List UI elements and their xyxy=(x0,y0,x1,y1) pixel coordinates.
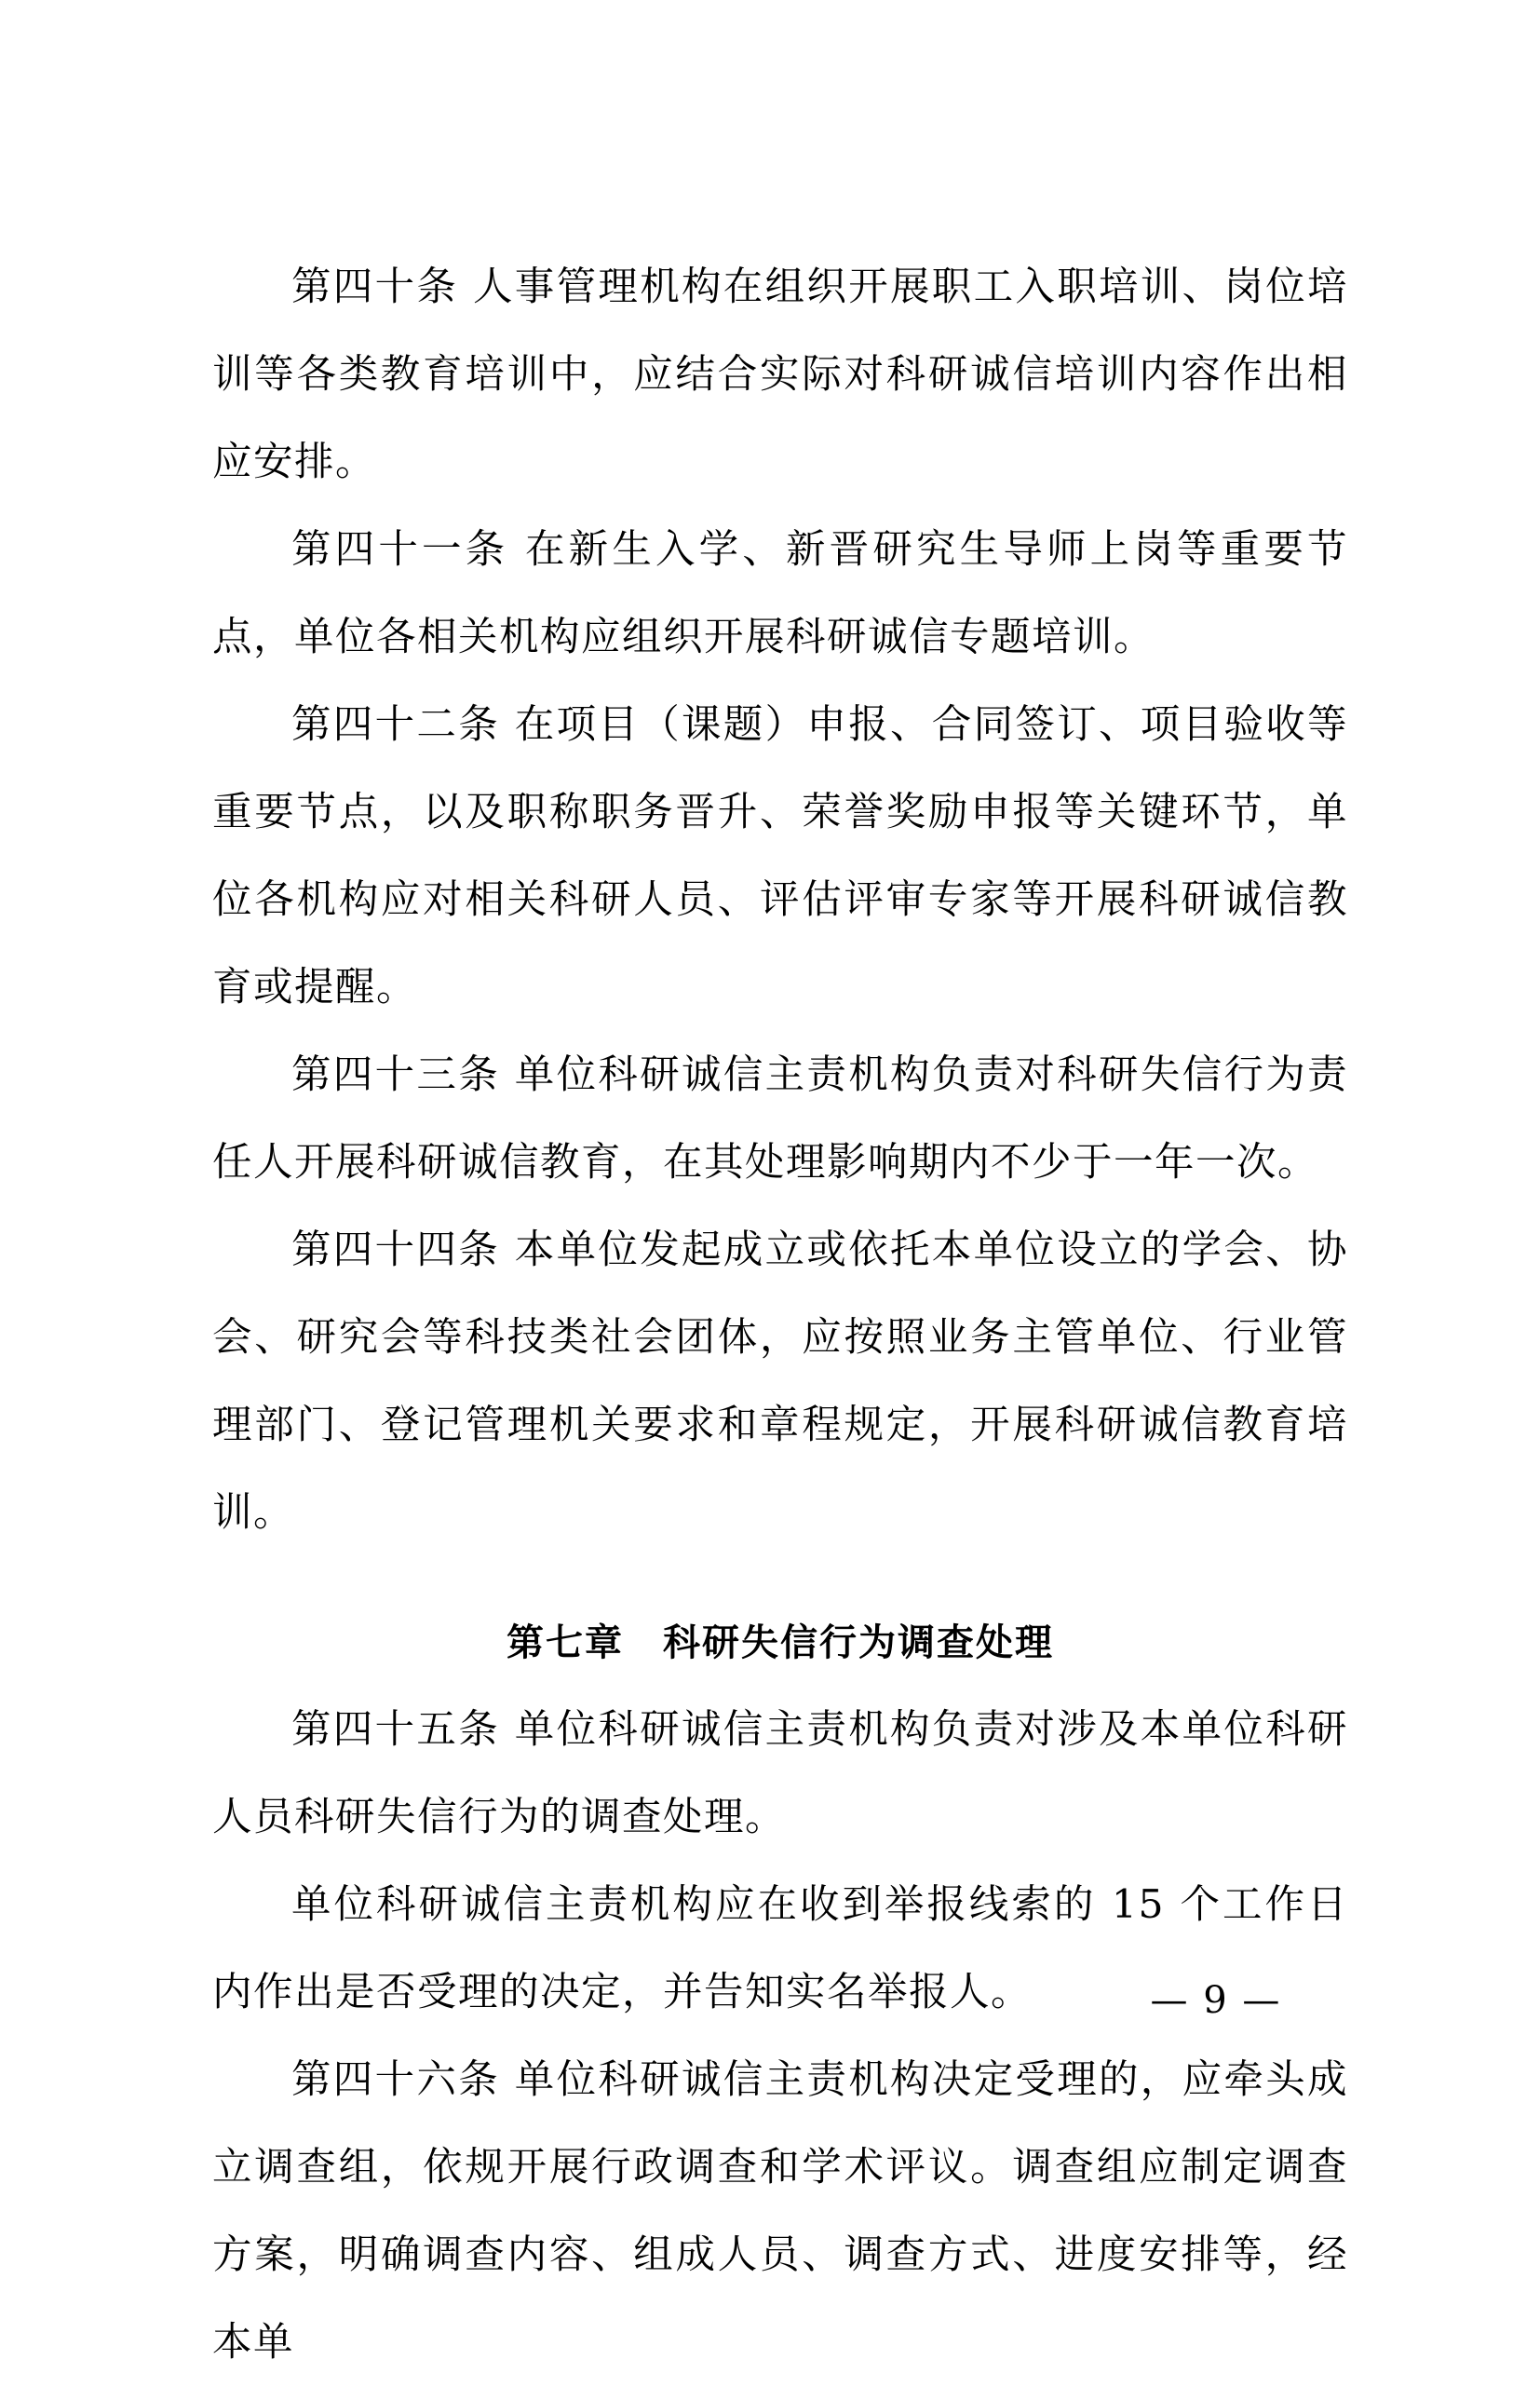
document-body xyxy=(212,244,1348,2387)
article-45-paragraph: 第四十五条 单位科研诚信主责机构负责对涉及本单位科研人员科研失信行为的调查处理。 xyxy=(212,1707,1348,1840)
page-number: — 9 — xyxy=(1150,1979,1282,2022)
chapter-title: 第七章 科研失信行为调查处理 xyxy=(507,1621,1054,1664)
chapter-spacer xyxy=(212,1557,1348,1599)
article-41-paragraph: 第四十一条 在新生入学、新晋研究生导师上岗等重要节点，单位各相关机构应组织开展科研诚信专题培训。 xyxy=(212,527,1348,660)
article-46-paragraph: 第四十六条 单位科研诚信主责机构决定受理的，应牵头成立调查组，依规开展行政调查和学术评议。调查组应制定调查方案，明确调查内容、组成人员、调查方式、进度安排等，经本单 xyxy=(212,2057,1348,2366)
article-44-paragraph: 第四十四条 本单位发起成立或依托本单位设立的学会、协会、研究会等科技类社会团体，应按照业务主管单位、行业管理部门、登记管理机关要求和章程规定，开展科研诚信教育培训。 xyxy=(212,1227,1348,1536)
article-45-continuation-paragraph: 单位科研诚信主责机构应在收到举报线索的 15 个工作日内作出是否受理的决定，并告知实名举报人。 xyxy=(212,1882,1348,2015)
article-40-paragraph: 第四十条 人事管理机构在组织开展职工入职培训、岗位培训等各类教育培训中，应结合实际对科研诚信培训内容作出相应安排。 xyxy=(212,264,1348,485)
article-42-paragraph: 第四十二条 在项目（课题）申报、合同签订、项目验收等重要节点，以及职称职务晋升、荣誉奖励申报等关键环节，单位各机构应对相关科研人员、评估评审专家等开展科研诚信教育或提醒。 xyxy=(212,702,1348,1010)
article-43-paragraph: 第四十三条 单位科研诚信主责机构负责对科研失信行为责任人开展科研诚信教育，在其处理影响期内不少于一年一次。 xyxy=(212,1052,1348,1186)
